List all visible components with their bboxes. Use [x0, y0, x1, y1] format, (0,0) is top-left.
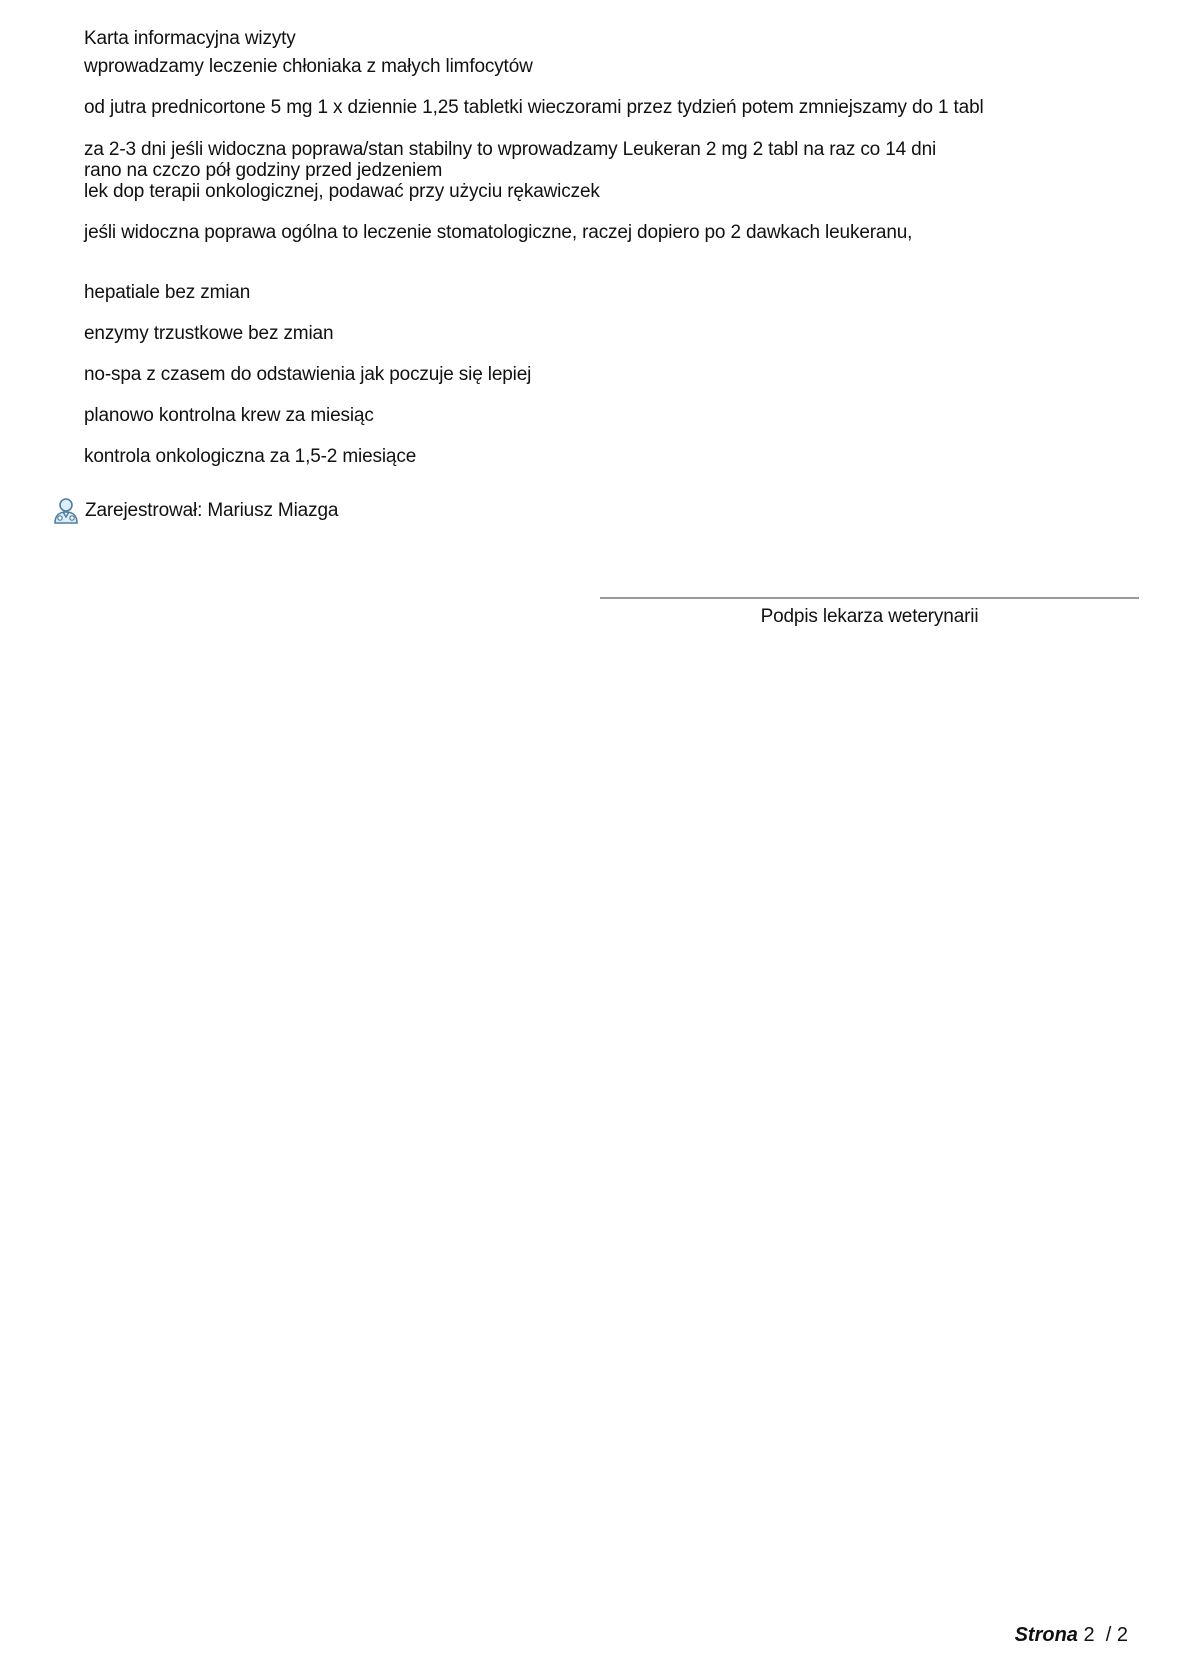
page-footer [1015, 1624, 1128, 1646]
text-line: kontrola onkologiczna za 1,5-2 miesiące [84, 446, 417, 467]
text-line: rano na czczo pół godziny przed jedzeniem [84, 160, 443, 181]
page-label: Strona [1014, 1624, 1078, 1646]
signature-caption: Podpis lekarza weterynarii [760, 606, 979, 627]
text-line: wprowadzamy leczenie chłoniaka z małych limfocytów [84, 56, 533, 77]
page-separator: / [1105, 1624, 1112, 1646]
text-line: planowo kontrolna krew za miesiąc [84, 405, 374, 426]
text-line: hepatiale bez zmian [84, 282, 251, 303]
text-line: enzymy trzustkowe bez zmian [84, 323, 334, 344]
text-line: jeśli widoczna poprawa ogólna to leczenie stomatologiczne, raczej dopiero po 2 dawkach leukeranu, [84, 222, 913, 243]
user-icon [52, 497, 80, 525]
text-line: lek dop terapii onkologicznej, podawać przy użyciu rękawiczek [84, 181, 600, 202]
registered-by-text: Zarejestrował: Mariusz Miazga [85, 500, 339, 521]
text-line: za 2-3 dni jeśli widoczna poprawa/stan stabilny to wprowadzamy Leukeran 2 mg 2 tabl na raz co 14 dni [84, 139, 937, 160]
text-line: od jutra prednicortone 5 mg 1 x dziennie 1,25 tabletki wieczorami przez tydzień potem zmniejszamy do 1 tabl [84, 97, 984, 118]
signature-line [600, 597, 1139, 599]
registered-by [52, 496, 338, 526]
document-title: Karta informacyjna wizyty [84, 28, 296, 49]
text-line: no-spa z czasem do odstawienia jak poczuje się lepiej [84, 364, 532, 385]
total-pages-number: 2 [1116, 1624, 1128, 1646]
current-page-number: 2 [1083, 1624, 1095, 1646]
